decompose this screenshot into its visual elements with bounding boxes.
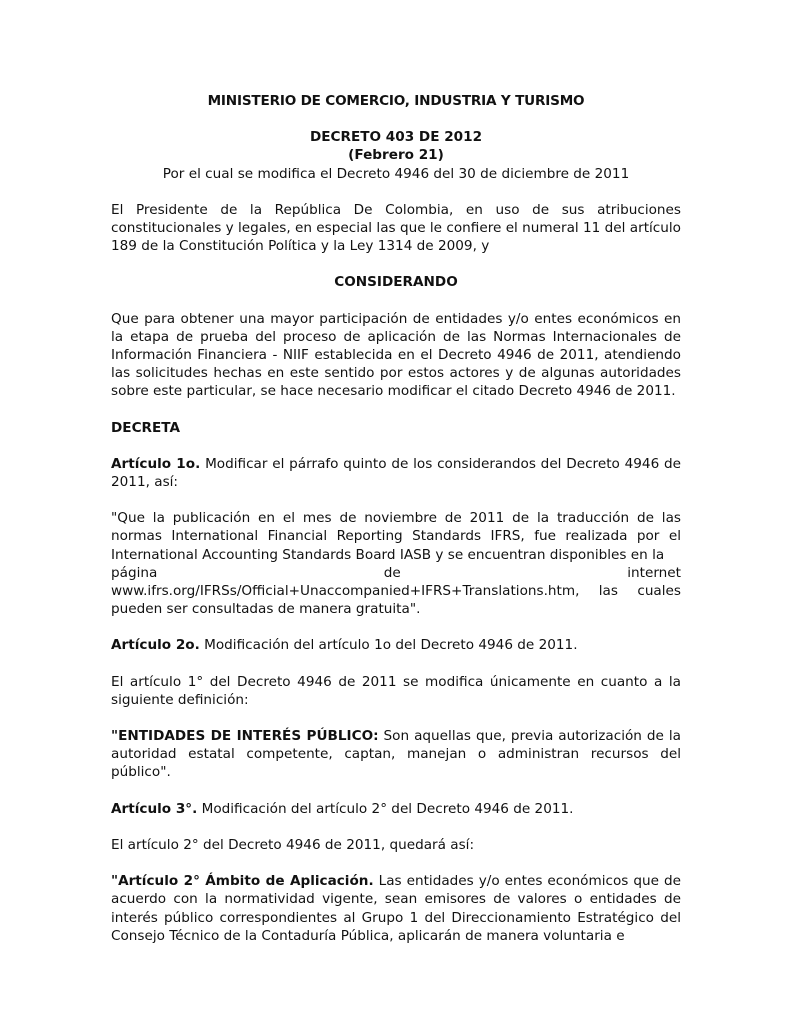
article-1-label: Artículo 1o. [111, 455, 201, 472]
quote-word-pagina: página [111, 564, 158, 581]
article-2-label: Artículo 2o. [111, 637, 200, 654]
quote-word-las: las [598, 583, 618, 600]
considerando-paragraph: Que para obtener una mayor participación de entidades y/o entes económicos en la etapa de prueba del proceso de aplicación de las Normas Internacionales de Información Financiera - NIIF establecida en el Decreto 4946 de 2011, atendiendo las solicitudes hechas en este sentido por estos actores y de algunas autoridades sobre este particular, se hace necesario modificar el citado Decreto 4946 de 2011. [111, 310, 681, 400]
quote-word-de: de [383, 564, 401, 581]
article-2-paragraph [111, 636, 681, 654]
article-1-quote-spaced-line [111, 564, 681, 582]
decree-title: DECRETO 403 DE 2012 [309, 129, 483, 146]
document-page [111, 92, 681, 945]
article-2-definition [111, 727, 681, 782]
article-3-quote [111, 872, 681, 945]
decree-date: (Febrero 21) [348, 147, 444, 164]
article-1-text: Modificar el párrafo quinto de los considerandos del Decreto 4946 de 2011, así: [111, 455, 681, 491]
article-1-paragraph [111, 455, 681, 491]
decreta-heading: DECRETA [111, 419, 181, 436]
article-1-quote-end: pueden ser consultadas de manera gratuita". [111, 601, 421, 618]
article-1-quote [111, 509, 681, 618]
preamble-paragraph: El Presidente de la República De Colombia, en uso de sus atribuciones constitucionales y legales, en especial las que le confiere el numeral 11 del artículo 189 de la Constitución Política y la Ley 1314 de 2009, y [111, 201, 681, 255]
article-3-body: El artículo 2° del Decreto 4946 de 2011, quedará así: [111, 836, 475, 853]
definition-label: "ENTIDADES DE INTERÉS PÚBLICO: [111, 728, 379, 745]
article-3-paragraph [111, 800, 681, 818]
ifrs-url-link[interactable]: www.ifrs.org/IFRSs/Official+Unaccompanied+IFRS+Translations.htm, [111, 583, 580, 600]
article-1-quote-url-line [111, 582, 681, 600]
definition-text: Son aquellas que, previa autorización de la autoridad estatal competente, captan, manejan o administran recursos del público". [111, 728, 681, 781]
article-2-text: Modificación del artículo 1o del Decreto 4946 de 2011. [199, 637, 578, 654]
quote-word-internet: internet [627, 564, 681, 581]
article-3-label: Artículo 3°. [111, 800, 198, 817]
article-2-body: El artículo 1° del Decreto 4946 de 2011 se modifica únicamente en cuanto a la siguiente definición: [111, 673, 681, 708]
considerando-heading: CONSIDERANDO [334, 274, 458, 291]
article-3-quote-label: "Artículo 2° Ámbito de Aplicación. [111, 873, 374, 890]
article-3-text: Modificación del artículo 2° del Decreto 4946 de 2011. [197, 800, 574, 817]
decree-subtitle: Por el cual se modifica el Decreto 4946 del 30 de diciembre de 2011 [162, 165, 630, 182]
ministry-heading: MINISTERIO DE COMERCIO, INDUSTRIA Y TURISMO [207, 93, 585, 109]
quote-word-cuales: cuales [637, 583, 681, 600]
article-1-quote-main: "Que la publicación en el mes de noviembre de 2011 de la traducción de las normas International Financial Reporting Standards IFRS, fue realizada por el International Accounting Standards Board IASB y se encuentran disponibles en la [111, 510, 681, 563]
article-3-quote-text: Las entidades y/o entes económicos que de acuerdo con la normatividad vigente, sean emisores de valores o entidades de interés público correspondientes al Grupo 1 del Direccionamiento Estratégico del Consejo Técnico de la Contaduría Pública, aplicarán de manera voluntaria e [111, 873, 681, 944]
